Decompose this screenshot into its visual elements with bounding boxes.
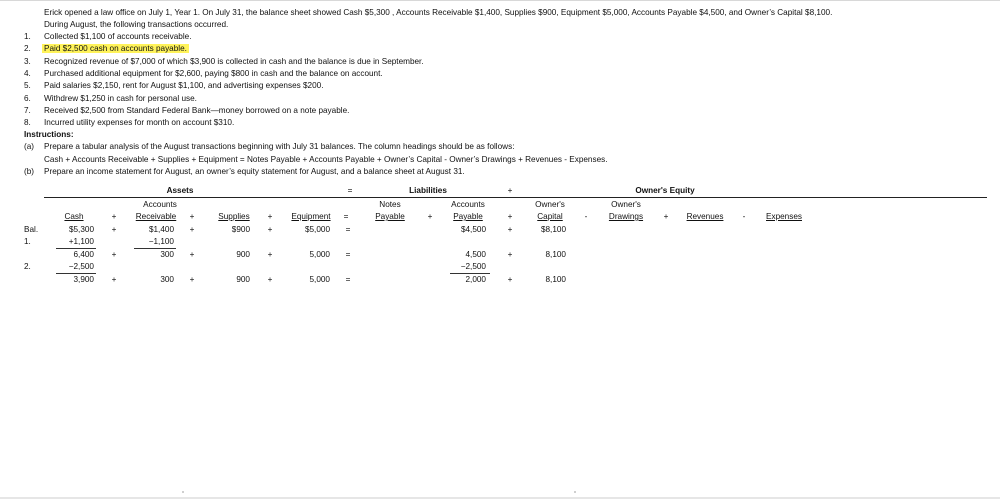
plus-sign: + <box>507 225 513 234</box>
group-header-rule <box>44 197 987 198</box>
ap-cell: 4,500 <box>465 250 486 259</box>
ap-cell: $4,500 <box>460 225 486 234</box>
equals-sign: = <box>345 225 351 234</box>
ar-cell: 300 <box>160 275 174 284</box>
capital-header-top: Owner's <box>535 200 565 209</box>
plus-sign: + <box>189 212 195 221</box>
instruction-label: (b) <box>24 167 35 176</box>
instruction-b-text: Prepare an income statement for August, an owner’s equity statement for August, and a balance sheet at August 31. <box>44 167 465 176</box>
equals-sign: = <box>347 186 353 195</box>
capital-header: Capital <box>537 212 563 221</box>
subtotal-rule <box>134 248 176 249</box>
capital-cell: $8,100 <box>540 225 566 234</box>
ar-cell: −1,100 <box>148 237 174 246</box>
subtotal-rule <box>450 273 490 274</box>
plus-sign: + <box>267 212 273 221</box>
drawings-header: Drawings <box>608 212 644 221</box>
plus-sign: + <box>507 250 513 259</box>
transaction-text: Purchased additional equipment for $2,600, paying $800 in cash and the balance on account. <box>44 69 383 78</box>
transaction-number: 5. <box>24 81 31 90</box>
cash-header: Cash <box>64 212 84 221</box>
capital-cell: 8,100 <box>545 275 566 284</box>
ar-cell: $1,400 <box>148 225 174 234</box>
plus-sign: + <box>507 186 513 195</box>
equals-sign: = <box>345 250 351 259</box>
transaction-number: 2. <box>24 44 31 53</box>
transaction-number: 4. <box>24 69 31 78</box>
plus-sign: + <box>111 250 117 259</box>
plus-sign: + <box>267 225 273 234</box>
transaction-text: Received $2,500 from Standard Federal Bank—money borrowed on a note payable. <box>44 106 350 115</box>
cash-cell: +1,100 <box>68 237 94 246</box>
expenses-header: Expenses <box>766 212 802 221</box>
liabilities-group-header: Liabilities <box>409 186 447 195</box>
np-header: Payable <box>375 212 405 221</box>
faint-mark <box>182 491 184 493</box>
transaction-number: 6. <box>24 94 31 103</box>
highlighted-text: Paid $2,500 cash on accounts payable. <box>44 44 187 53</box>
cash-cell: 6,400 <box>73 250 94 259</box>
instruction-a-line-2: Cash + Accounts Receivable + Supplies + Equipment = Notes Payable + Accounts Payable + Owner’s Capital - Owner’s Drawings + Revenues - Expenses. <box>44 155 608 164</box>
ar-header-top: Accounts <box>143 200 177 209</box>
transaction-number: 1. <box>24 32 31 41</box>
plus-sign: + <box>111 212 117 221</box>
instruction-label: (a) <box>24 142 35 151</box>
equals-sign: = <box>343 212 349 221</box>
equals-sign: = <box>345 275 351 284</box>
transaction-text-highlighted <box>42 44 189 54</box>
intro-line-1: Erick opened a law office on July 1, Year 1. On July 31, the balance sheet showed Cash $5,300 , Accounts Receivable $1,400, Supplies $900, Equipment $5,000, Accounts Payable $4,500, and Owner’s Capital $8,100. <box>44 8 833 17</box>
cash-cell: −2,500 <box>68 262 94 271</box>
equipment-cell: 5,000 <box>309 275 330 284</box>
owners-equity-group-header: Owner's Equity <box>635 186 695 195</box>
row-label: 2. <box>24 262 31 271</box>
subtotal-rule <box>56 273 96 274</box>
plus-sign: + <box>507 212 513 221</box>
supplies-cell: $900 <box>231 225 250 234</box>
capital-cell: 8,100 <box>545 250 566 259</box>
equipment-cell: $5,000 <box>304 225 330 234</box>
revenues-header: Revenues <box>686 212 724 221</box>
minus-sign: - <box>584 212 588 221</box>
plus-sign: + <box>267 250 273 259</box>
plus-sign: + <box>189 250 195 259</box>
drawings-header-top: Owner's <box>611 200 641 209</box>
plus-sign: + <box>111 275 117 284</box>
transaction-text: Withdrew $1,250 in cash for personal use. <box>44 94 197 103</box>
transaction-text: Recognized revenue of $7,000 of which $3,900 is collected in cash and the balance is due in September. <box>44 57 424 66</box>
ap-cell: 2,000 <box>465 275 486 284</box>
row-label: 1. <box>24 237 31 246</box>
bottom-border <box>0 497 1000 499</box>
intro-line-2: During August, the following transactions occurred. <box>44 20 229 29</box>
top-border <box>0 0 1000 1</box>
equipment-cell: 5,000 <box>309 250 330 259</box>
ar-header: Receivable <box>135 212 177 221</box>
ap-header-top: Accounts <box>451 200 485 209</box>
transaction-number: 7. <box>24 106 31 115</box>
minus-sign: - <box>742 212 746 221</box>
np-header-top: Notes <box>379 200 401 209</box>
transaction-number: 3. <box>24 57 31 66</box>
transaction-text: Incurred utility expenses for month on account $310. <box>44 118 235 127</box>
row-label: Bal. <box>24 225 39 234</box>
transaction-number: 8. <box>24 118 31 127</box>
plus-sign: + <box>427 212 433 221</box>
cash-cell: 3,900 <box>73 275 94 284</box>
ap-header: Payable <box>453 212 483 221</box>
faint-mark <box>574 491 576 493</box>
cash-cell: $5,300 <box>68 225 94 234</box>
equipment-header: Equipment <box>291 212 331 221</box>
transaction-text: Paid salaries $2,150, rent for August $1,100, and advertising expenses $200. <box>44 81 324 90</box>
plus-sign: + <box>267 275 273 284</box>
plus-sign: + <box>507 275 513 284</box>
ap-cell: −2,500 <box>460 262 486 271</box>
assets-group-header: Assets <box>166 186 194 195</box>
plus-sign: + <box>189 275 195 284</box>
supplies-cell: 900 <box>236 250 250 259</box>
ar-cell: 300 <box>160 250 174 259</box>
plus-sign: + <box>189 225 195 234</box>
transaction-text: Collected $1,100 of accounts receivable. <box>44 32 192 41</box>
plus-sign: + <box>663 212 669 221</box>
subtotal-rule <box>56 248 96 249</box>
supplies-cell: 900 <box>236 275 250 284</box>
plus-sign: + <box>111 225 117 234</box>
instructions-heading: Instructions: <box>24 130 74 139</box>
supplies-header: Supplies <box>218 212 250 221</box>
instruction-a-line-1: Prepare a tabular analysis of the August transactions beginning with July 31 balances. The column headings should be as follows: <box>44 142 515 151</box>
